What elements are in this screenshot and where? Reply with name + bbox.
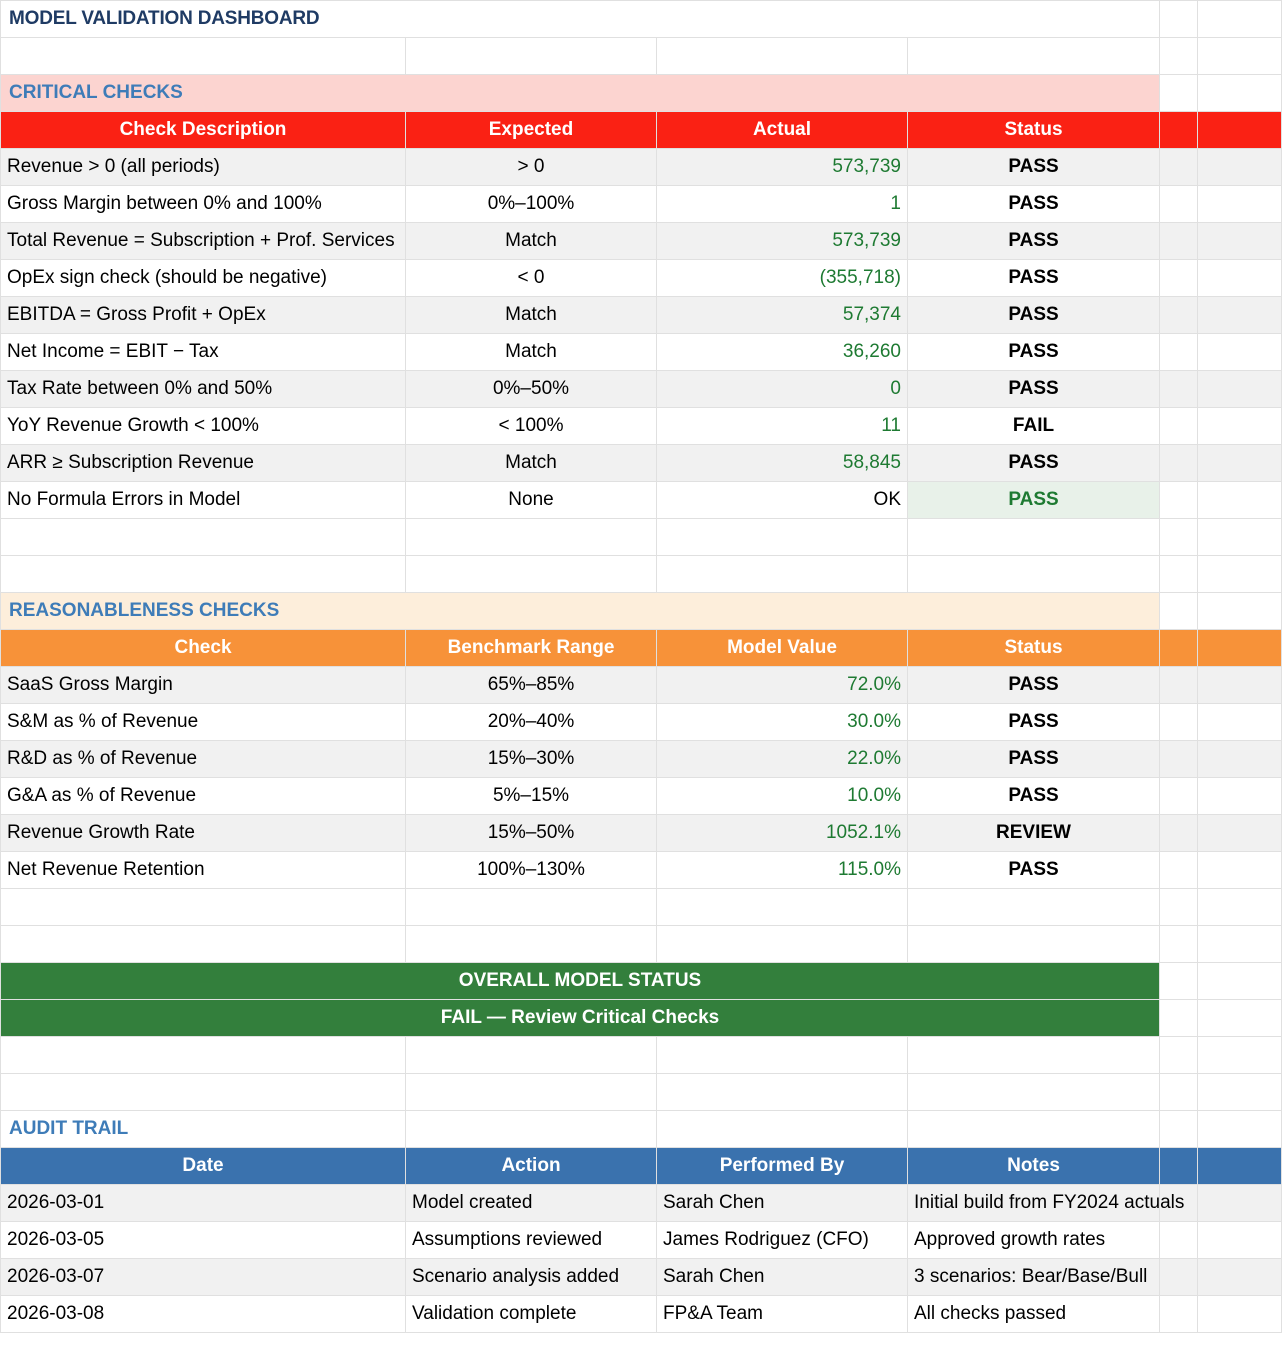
- cell-e13[interactable]: [1160, 445, 1198, 482]
- page-title: MODEL VALIDATION DASHBOARD: [1, 1, 1160, 38]
- cell-f29[interactable]: [1198, 1037, 1282, 1074]
- cell-d16[interactable]: [908, 556, 1160, 593]
- audit-trail-section-banner: [1, 1111, 1282, 1148]
- cell-e20[interactable]: [1160, 704, 1198, 741]
- status-badge[interactable]: PASS: [908, 260, 1160, 297]
- audit-performed-by[interactable]: Sarah Chen: [657, 1185, 908, 1222]
- critical-section-banner: [1, 75, 1282, 112]
- cell-f17[interactable]: [1198, 593, 1282, 630]
- cell-e34[interactable]: [1160, 1222, 1198, 1259]
- audit-date[interactable]: 2026-03-01: [1, 1185, 406, 1222]
- cell-e5[interactable]: [1160, 149, 1198, 186]
- cell-f25[interactable]: [1198, 889, 1282, 926]
- cell-f27[interactable]: [1198, 963, 1282, 1000]
- cell-e10[interactable]: [1160, 334, 1198, 371]
- spacer-row: [1, 1037, 1282, 1074]
- cell-e36[interactable]: [1160, 1296, 1198, 1333]
- table-row: [1, 852, 1282, 889]
- check-name[interactable]: Net Revenue Retention: [1, 852, 406, 889]
- reasonableness-section-banner: [1, 593, 1282, 630]
- cell-d2[interactable]: [908, 38, 1160, 75]
- status-badge[interactable]: PASS: [908, 482, 1160, 519]
- reasonableness-table-header: [1, 630, 1282, 667]
- check-name[interactable]: S&M as % of Revenue: [1, 704, 406, 741]
- expected-value[interactable]: < 0: [406, 260, 657, 297]
- cell-d31[interactable]: [908, 1111, 1160, 1148]
- audit-performed-by[interactable]: FP&A Team: [657, 1296, 908, 1333]
- check-description[interactable]: OpEx sign check (should be negative): [1, 260, 406, 297]
- cell-e35[interactable]: [1160, 1259, 1198, 1296]
- actual-value[interactable]: 36,260: [657, 334, 908, 371]
- table-row: [1, 815, 1282, 852]
- check-name[interactable]: R&D as % of Revenue: [1, 741, 406, 778]
- cell-e21[interactable]: [1160, 741, 1198, 778]
- cell-c2[interactable]: [657, 38, 908, 75]
- table-row: [1, 667, 1282, 704]
- cell-f22[interactable]: [1198, 778, 1282, 815]
- cell-f4[interactable]: [1198, 112, 1282, 149]
- cell-f32[interactable]: [1198, 1148, 1282, 1185]
- cell-e18[interactable]: [1160, 630, 1198, 667]
- worksheet-body: [1, 1, 1282, 1333]
- cell-a25[interactable]: [1, 889, 406, 926]
- cell-c16[interactable]: [657, 556, 908, 593]
- audit-action[interactable]: Validation complete: [406, 1296, 657, 1333]
- cell-e12[interactable]: [1160, 408, 1198, 445]
- cell-e32[interactable]: [1160, 1148, 1198, 1185]
- col-header-date: Date: [1, 1148, 406, 1185]
- title-row: [1, 1, 1282, 38]
- cell-b25[interactable]: [406, 889, 657, 926]
- cell-f24[interactable]: [1198, 852, 1282, 889]
- cell-c25[interactable]: [657, 889, 908, 926]
- table-row: [1, 482, 1282, 519]
- col-header-check: Check: [1, 630, 406, 667]
- status-badge[interactable]: PASS: [908, 223, 1160, 260]
- cell-b26[interactable]: [406, 926, 657, 963]
- expected-value[interactable]: None: [406, 482, 657, 519]
- audit-trail-section-label: AUDIT TRAIL: [1, 1111, 406, 1148]
- check-name[interactable]: Revenue Growth Rate: [1, 815, 406, 852]
- overall-status-verdict: FAIL — Review Critical Checks: [1, 1000, 1160, 1037]
- spacer-row: [1, 889, 1282, 926]
- cell-a15[interactable]: [1, 519, 406, 556]
- cell-c15[interactable]: [657, 519, 908, 556]
- benchmark-range[interactable]: 15%–30%: [406, 741, 657, 778]
- cell-f35[interactable]: [1198, 1259, 1282, 1296]
- audit-date[interactable]: 2026-03-07: [1, 1259, 406, 1296]
- cell-f23[interactable]: [1198, 815, 1282, 852]
- actual-value[interactable]: 573,739: [657, 149, 908, 186]
- check-description[interactable]: YoY Revenue Growth < 100%: [1, 408, 406, 445]
- col-header-benchmark-range: Benchmark Range: [406, 630, 657, 667]
- col-header-check-description: Check Description: [1, 112, 406, 149]
- cell-f36[interactable]: [1198, 1296, 1282, 1333]
- col-header-expected: Expected: [406, 112, 657, 149]
- cell-e33[interactable]: [1160, 1185, 1198, 1222]
- check-description[interactable]: Net Income = EBIT − Tax: [1, 334, 406, 371]
- cell-d26[interactable]: [908, 926, 1160, 963]
- model-value[interactable]: 30.0%: [657, 704, 908, 741]
- cell-f9[interactable]: [1198, 297, 1282, 334]
- table-row: [1, 704, 1282, 741]
- check-description[interactable]: Total Revenue = Subscription + Prof. Services: [1, 223, 406, 260]
- status-badge[interactable]: PASS: [908, 371, 1160, 408]
- actual-value[interactable]: 0: [657, 371, 908, 408]
- cell-f21[interactable]: [1198, 741, 1282, 778]
- actual-value[interactable]: 11: [657, 408, 908, 445]
- cell-e7[interactable]: [1160, 223, 1198, 260]
- table-row: [1, 186, 1282, 223]
- cell-e14[interactable]: [1160, 482, 1198, 519]
- benchmark-range[interactable]: 20%–40%: [406, 704, 657, 741]
- audit-action[interactable]: Assumptions reviewed: [406, 1222, 657, 1259]
- check-description[interactable]: Tax Rate between 0% and 50%: [1, 371, 406, 408]
- cell-b2[interactable]: [406, 38, 657, 75]
- cell-e16[interactable]: [1160, 556, 1198, 593]
- overall-status-heading: OVERALL MODEL STATUS: [1, 963, 1160, 1000]
- table-row: [1, 223, 1282, 260]
- cell-e31[interactable]: [1160, 1111, 1198, 1148]
- cell-f5[interactable]: [1198, 149, 1282, 186]
- actual-value[interactable]: OK: [657, 482, 908, 519]
- cell-a2[interactable]: [1, 38, 406, 75]
- model-value[interactable]: 72.0%: [657, 667, 908, 704]
- cell-f12[interactable]: [1198, 408, 1282, 445]
- cell-e15[interactable]: [1160, 519, 1198, 556]
- table-row: [1, 1185, 1282, 1222]
- audit-action[interactable]: Model created: [406, 1185, 657, 1222]
- cell-f11[interactable]: [1198, 371, 1282, 408]
- cell-e17[interactable]: [1160, 593, 1198, 630]
- model-value[interactable]: 115.0%: [657, 852, 908, 889]
- cell-d15[interactable]: [908, 519, 1160, 556]
- cell-d25[interactable]: [908, 889, 1160, 926]
- cell-c31[interactable]: [657, 1111, 908, 1148]
- table-row: [1, 149, 1282, 186]
- table-row: [1, 408, 1282, 445]
- status-badge[interactable]: PASS: [908, 741, 1160, 778]
- table-row: [1, 1296, 1282, 1333]
- status-badge[interactable]: PASS: [908, 852, 1160, 889]
- status-badge[interactable]: REVIEW: [908, 815, 1160, 852]
- status-badge[interactable]: FAIL: [908, 408, 1160, 445]
- cell-f16[interactable]: [1198, 556, 1282, 593]
- cell-f28[interactable]: [1198, 1000, 1282, 1037]
- overall-status-banner-bottom: [1, 1000, 1282, 1037]
- cell-f31[interactable]: [1198, 1111, 1282, 1148]
- cell-d29[interactable]: [908, 1037, 1160, 1074]
- table-row: [1, 445, 1282, 482]
- cell-e4[interactable]: [1160, 112, 1198, 149]
- cell-b30[interactable]: [406, 1074, 657, 1111]
- check-description[interactable]: EBITDA = Gross Profit + OpEx: [1, 297, 406, 334]
- cell-e6[interactable]: [1160, 186, 1198, 223]
- cell-c26[interactable]: [657, 926, 908, 963]
- status-badge[interactable]: PASS: [908, 297, 1160, 334]
- cell-a26[interactable]: [1, 926, 406, 963]
- col-header-performed-by: Performed By: [657, 1148, 908, 1185]
- benchmark-range[interactable]: 100%–130%: [406, 852, 657, 889]
- cell-e1[interactable]: [1160, 1, 1198, 38]
- col-header-status: Status: [908, 630, 1160, 667]
- col-header-model-value: Model Value: [657, 630, 908, 667]
- cell-f3[interactable]: [1198, 75, 1282, 112]
- cell-e19[interactable]: [1160, 667, 1198, 704]
- cell-e28[interactable]: [1160, 1000, 1198, 1037]
- spacer-row: [1, 519, 1282, 556]
- cell-e25[interactable]: [1160, 889, 1198, 926]
- cell-f6[interactable]: [1198, 186, 1282, 223]
- actual-value[interactable]: 58,845: [657, 445, 908, 482]
- benchmark-range[interactable]: 65%–85%: [406, 667, 657, 704]
- cell-b29[interactable]: [406, 1037, 657, 1074]
- cell-c30[interactable]: [657, 1074, 908, 1111]
- spacer-row: [1, 38, 1282, 75]
- actual-value[interactable]: (355,718): [657, 260, 908, 297]
- spacer-row: [1, 1074, 1282, 1111]
- expected-value[interactable]: < 100%: [406, 408, 657, 445]
- cell-f10[interactable]: [1198, 334, 1282, 371]
- expected-value[interactable]: Match: [406, 223, 657, 260]
- status-badge[interactable]: PASS: [908, 149, 1160, 186]
- cell-b31[interactable]: [406, 1111, 657, 1148]
- cell-f8[interactable]: [1198, 260, 1282, 297]
- cell-f18[interactable]: [1198, 630, 1282, 667]
- cell-e26[interactable]: [1160, 926, 1198, 963]
- col-header-notes: Notes: [908, 1148, 1160, 1185]
- cell-d30[interactable]: [908, 1074, 1160, 1111]
- table-row: [1, 1259, 1282, 1296]
- status-badge[interactable]: PASS: [908, 778, 1160, 815]
- status-badge[interactable]: PASS: [908, 334, 1160, 371]
- cell-b16[interactable]: [406, 556, 657, 593]
- table-row: [1, 1222, 1282, 1259]
- audit-notes[interactable]: Initial build from FY2024 actuals: [908, 1185, 1160, 1222]
- status-badge[interactable]: PASS: [908, 186, 1160, 223]
- expected-value[interactable]: Match: [406, 445, 657, 482]
- check-name[interactable]: G&A as % of Revenue: [1, 778, 406, 815]
- cell-f34[interactable]: [1198, 1222, 1282, 1259]
- cell-a29[interactable]: [1, 1037, 406, 1074]
- actual-value[interactable]: 57,374: [657, 297, 908, 334]
- cell-e29[interactable]: [1160, 1037, 1198, 1074]
- expected-value[interactable]: 0%–50%: [406, 371, 657, 408]
- cell-f13[interactable]: [1198, 445, 1282, 482]
- actual-value[interactable]: 1: [657, 186, 908, 223]
- spacer-row: [1, 926, 1282, 963]
- audit-date[interactable]: 2026-03-08: [1, 1296, 406, 1333]
- critical-table-header: [1, 112, 1282, 149]
- col-header-status: Status: [908, 112, 1160, 149]
- col-header-actual: Actual: [657, 112, 908, 149]
- check-description[interactable]: ARR ≥ Subscription Revenue: [1, 445, 406, 482]
- overall-status-banner-top: [1, 963, 1282, 1000]
- critical-section-label: CRITICAL CHECKS: [1, 75, 1160, 112]
- cell-f15[interactable]: [1198, 519, 1282, 556]
- cell-f26[interactable]: [1198, 926, 1282, 963]
- cell-b15[interactable]: [406, 519, 657, 556]
- check-description[interactable]: Revenue > 0 (all periods): [1, 149, 406, 186]
- reasonableness-section-label: REASONABLENESS CHECKS: [1, 593, 1160, 630]
- table-row: [1, 741, 1282, 778]
- audit-notes[interactable]: All checks passed: [908, 1296, 1160, 1333]
- cell-f20[interactable]: [1198, 704, 1282, 741]
- cell-e3[interactable]: [1160, 75, 1198, 112]
- cell-a16[interactable]: [1, 556, 406, 593]
- table-row: [1, 778, 1282, 815]
- cell-a30[interactable]: [1, 1074, 406, 1111]
- table-row: [1, 297, 1282, 334]
- cell-f33[interactable]: [1198, 1185, 1282, 1222]
- cell-f30[interactable]: [1198, 1074, 1282, 1111]
- cell-c29[interactable]: [657, 1037, 908, 1074]
- table-row: [1, 371, 1282, 408]
- cell-e23[interactable]: [1160, 815, 1198, 852]
- cell-e24[interactable]: [1160, 852, 1198, 889]
- audit-date[interactable]: 2026-03-05: [1, 1222, 406, 1259]
- expected-value[interactable]: > 0: [406, 149, 657, 186]
- cell-e27[interactable]: [1160, 963, 1198, 1000]
- cell-e11[interactable]: [1160, 371, 1198, 408]
- model-value[interactable]: 22.0%: [657, 741, 908, 778]
- actual-value[interactable]: 573,739: [657, 223, 908, 260]
- cell-f19[interactable]: [1198, 667, 1282, 704]
- expected-value[interactable]: Match: [406, 297, 657, 334]
- cell-f1[interactable]: [1198, 1, 1282, 38]
- cell-e30[interactable]: [1160, 1074, 1198, 1111]
- cell-e22[interactable]: [1160, 778, 1198, 815]
- cell-f2[interactable]: [1198, 38, 1282, 75]
- audit-table-header: [1, 1148, 1282, 1185]
- cell-e9[interactable]: [1160, 297, 1198, 334]
- check-description[interactable]: Gross Margin between 0% and 100%: [1, 186, 406, 223]
- model-value[interactable]: 10.0%: [657, 778, 908, 815]
- audit-action[interactable]: Scenario analysis added: [406, 1259, 657, 1296]
- cell-f7[interactable]: [1198, 223, 1282, 260]
- check-description[interactable]: No Formula Errors in Model: [1, 482, 406, 519]
- audit-performed-by[interactable]: James Rodriguez (CFO): [657, 1222, 908, 1259]
- table-row: [1, 334, 1282, 371]
- benchmark-range[interactable]: 5%–15%: [406, 778, 657, 815]
- spacer-row: [1, 556, 1282, 593]
- cell-f14[interactable]: [1198, 482, 1282, 519]
- cell-e8[interactable]: [1160, 260, 1198, 297]
- table-row: [1, 260, 1282, 297]
- status-badge[interactable]: PASS: [908, 667, 1160, 704]
- benchmark-range[interactable]: 15%–50%: [406, 815, 657, 852]
- audit-performed-by[interactable]: Sarah Chen: [657, 1259, 908, 1296]
- audit-notes[interactable]: 3 scenarios: Bear/Base/Bull: [908, 1259, 1160, 1296]
- check-name[interactable]: SaaS Gross Margin: [1, 667, 406, 704]
- cell-e2[interactable]: [1160, 38, 1198, 75]
- col-header-action: Action: [406, 1148, 657, 1185]
- expected-value[interactable]: Match: [406, 334, 657, 371]
- model-value[interactable]: 1052.1%: [657, 815, 908, 852]
- status-badge[interactable]: PASS: [908, 704, 1160, 741]
- expected-value[interactable]: 0%–100%: [406, 186, 657, 223]
- audit-notes[interactable]: Approved growth rates: [908, 1222, 1160, 1259]
- status-badge[interactable]: PASS: [908, 445, 1160, 482]
